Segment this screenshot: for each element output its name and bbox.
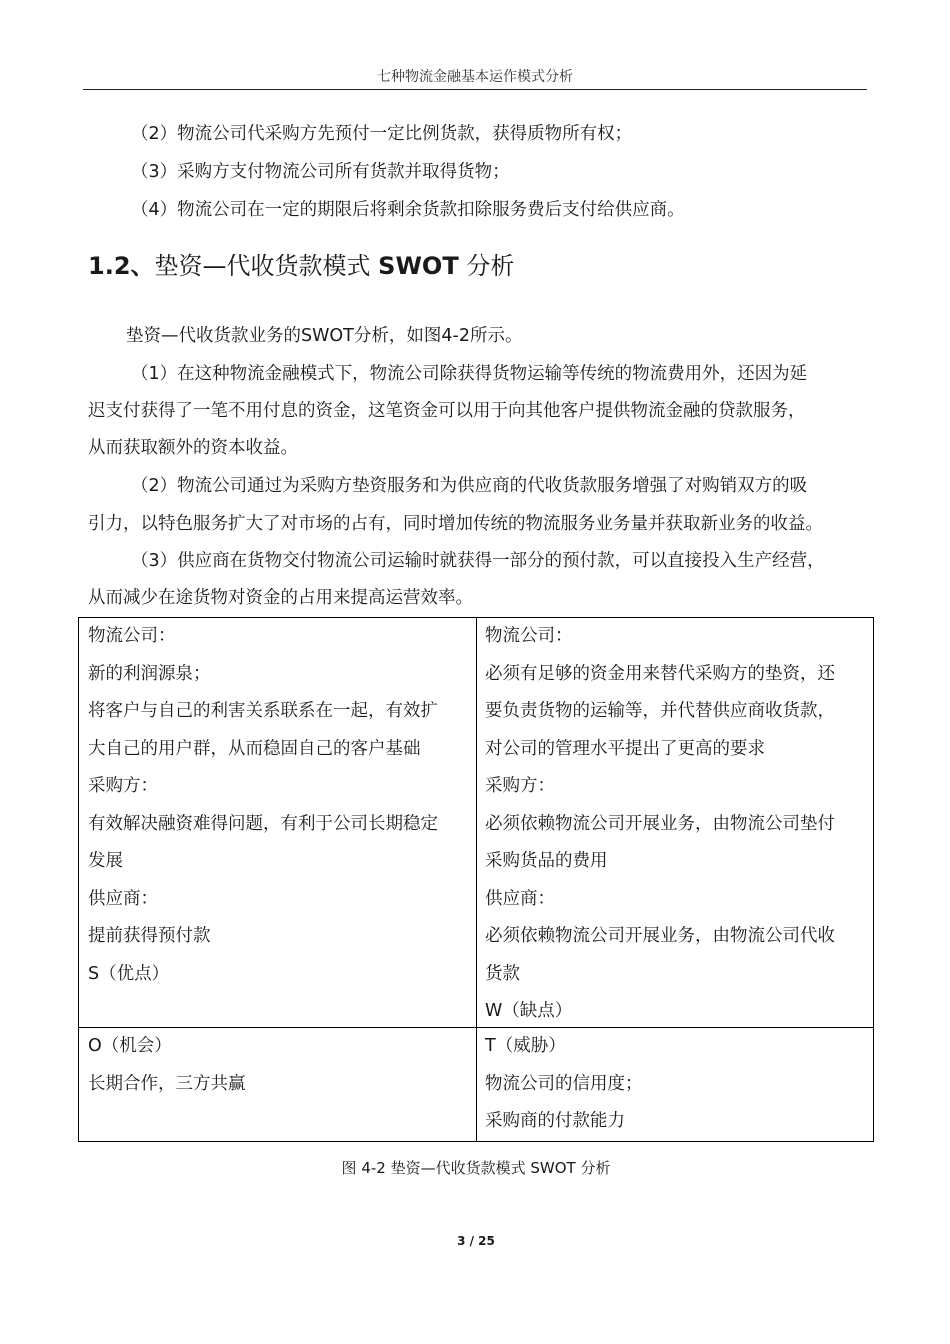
threat-line: 物流公司的信用度；	[485, 1073, 643, 1094]
section-title-a: 垫资—代收货款模式	[154, 252, 379, 280]
opportunity-line: 长期合作，三方共赢	[88, 1073, 246, 1094]
swot-opportunities-cell	[88, 1028, 470, 1103]
weakness-line: 要负责货物的运输等，并代替供应商收货款，	[485, 701, 835, 721]
weakness-line: 供应商：	[485, 888, 555, 909]
paragraph-1-line-3: 从而获取额外的资本收益。	[88, 438, 298, 458]
strength-line: 大自己的用户群，从而稳固自己的客户基础	[88, 738, 421, 759]
step-4: （4）物流公司在一定的期限后将剩余货款扣除服务费后支付给供应商。	[131, 200, 685, 220]
running-header: 七种物流金融基本运作模式分析	[377, 69, 573, 85]
strength-line: 物流公司：	[88, 626, 176, 646]
weakness-line: 必须依赖物流公司开展业务，由物流公司代收	[485, 926, 835, 946]
weakness-line: 对公司的管理水平提出了更高的要求	[485, 738, 765, 759]
strength-line: 发展	[88, 851, 123, 871]
weakness-label: W（缺点）	[485, 1001, 573, 1021]
strength-line: 新的利润源泉；	[88, 663, 211, 684]
section-heading	[88, 250, 514, 282]
step-3: （3）采购方支付物流公司所有货款并取得货物；	[131, 162, 510, 182]
opportunity-label: O（机会）	[88, 1036, 172, 1056]
weakness-line: 采购货品的费用	[485, 851, 608, 871]
paragraph-3-line-1: （3）供应商在货物交付物流公司运输时就获得一部分的预付款，可以直接投入生产经营，	[131, 551, 825, 571]
strength-line: 供应商：	[88, 888, 158, 909]
section-title-b: SWOT	[378, 252, 459, 280]
strength-line: 提前获得预付款	[88, 926, 211, 946]
swot-vertical-divider	[476, 618, 477, 1141]
step-2: （2）物流公司代采购方先预付一定比例货款，获得质物所有权；	[131, 124, 633, 144]
paragraph-1-line-1: （1）在这种物流金融模式下，物流公司除获得货物运输等传统的物流费用外，还因为延	[131, 364, 808, 384]
strength-line: 将客户与自己的利害关系联系在一起，有效扩	[88, 701, 438, 721]
weakness-line: 物流公司：	[485, 626, 573, 646]
swot-table	[78, 617, 874, 1142]
paragraph-3-line-2: 从而减少在途货物对资金的占用来提高运营效率。	[88, 588, 473, 608]
strength-line: 有效解决融资难得问题，有利于公司长期稳定	[88, 813, 438, 834]
strength-line: 采购方：	[88, 776, 158, 796]
intro-text: 垫资—代收货款业务的SWOT分析，如图4-2所示。	[126, 326, 523, 346]
threat-label: T（威胁）	[485, 1036, 566, 1056]
threat-line: 采购商的付款能力	[485, 1111, 625, 1131]
page-number: 3 / 25	[457, 1234, 495, 1248]
weakness-line: 必须依赖物流公司开展业务，由物流公司垫付	[485, 813, 835, 834]
weakness-line: 货款	[485, 963, 520, 984]
paragraph-1-line-2: 迟支付获得了一笔不用付息的资金，这笔资金可以用于向其他客户提供物流金融的贷款服务，	[88, 401, 806, 421]
paragraph-2-line-1: （2）物流公司通过为采购方垫资服务和为供应商的代收货款服务增强了对购销双方的吸	[131, 476, 808, 496]
swot-threats-cell	[485, 1028, 869, 1141]
figure-caption: 图 4-2 垫资—代收货款模式 SWOT 分析	[341, 1159, 611, 1177]
paragraph-2-line-2: 引力，以特色服务扩大了对市场的占有，同时增加传统的物流服务业务量并获取新业务的收益。	[88, 514, 823, 534]
swot-weaknesses-cell	[485, 618, 869, 1031]
strength-label: S（优点）	[88, 963, 170, 984]
swot-strengths-cell	[88, 618, 470, 993]
header-rule	[83, 89, 867, 90]
weakness-line: 必须有足够的资金用来替代采购方的垫资，还	[485, 663, 835, 684]
section-title-c: 分析	[458, 252, 515, 280]
weakness-line: 采购方：	[485, 776, 555, 796]
section-number: 1.2、	[88, 252, 155, 280]
